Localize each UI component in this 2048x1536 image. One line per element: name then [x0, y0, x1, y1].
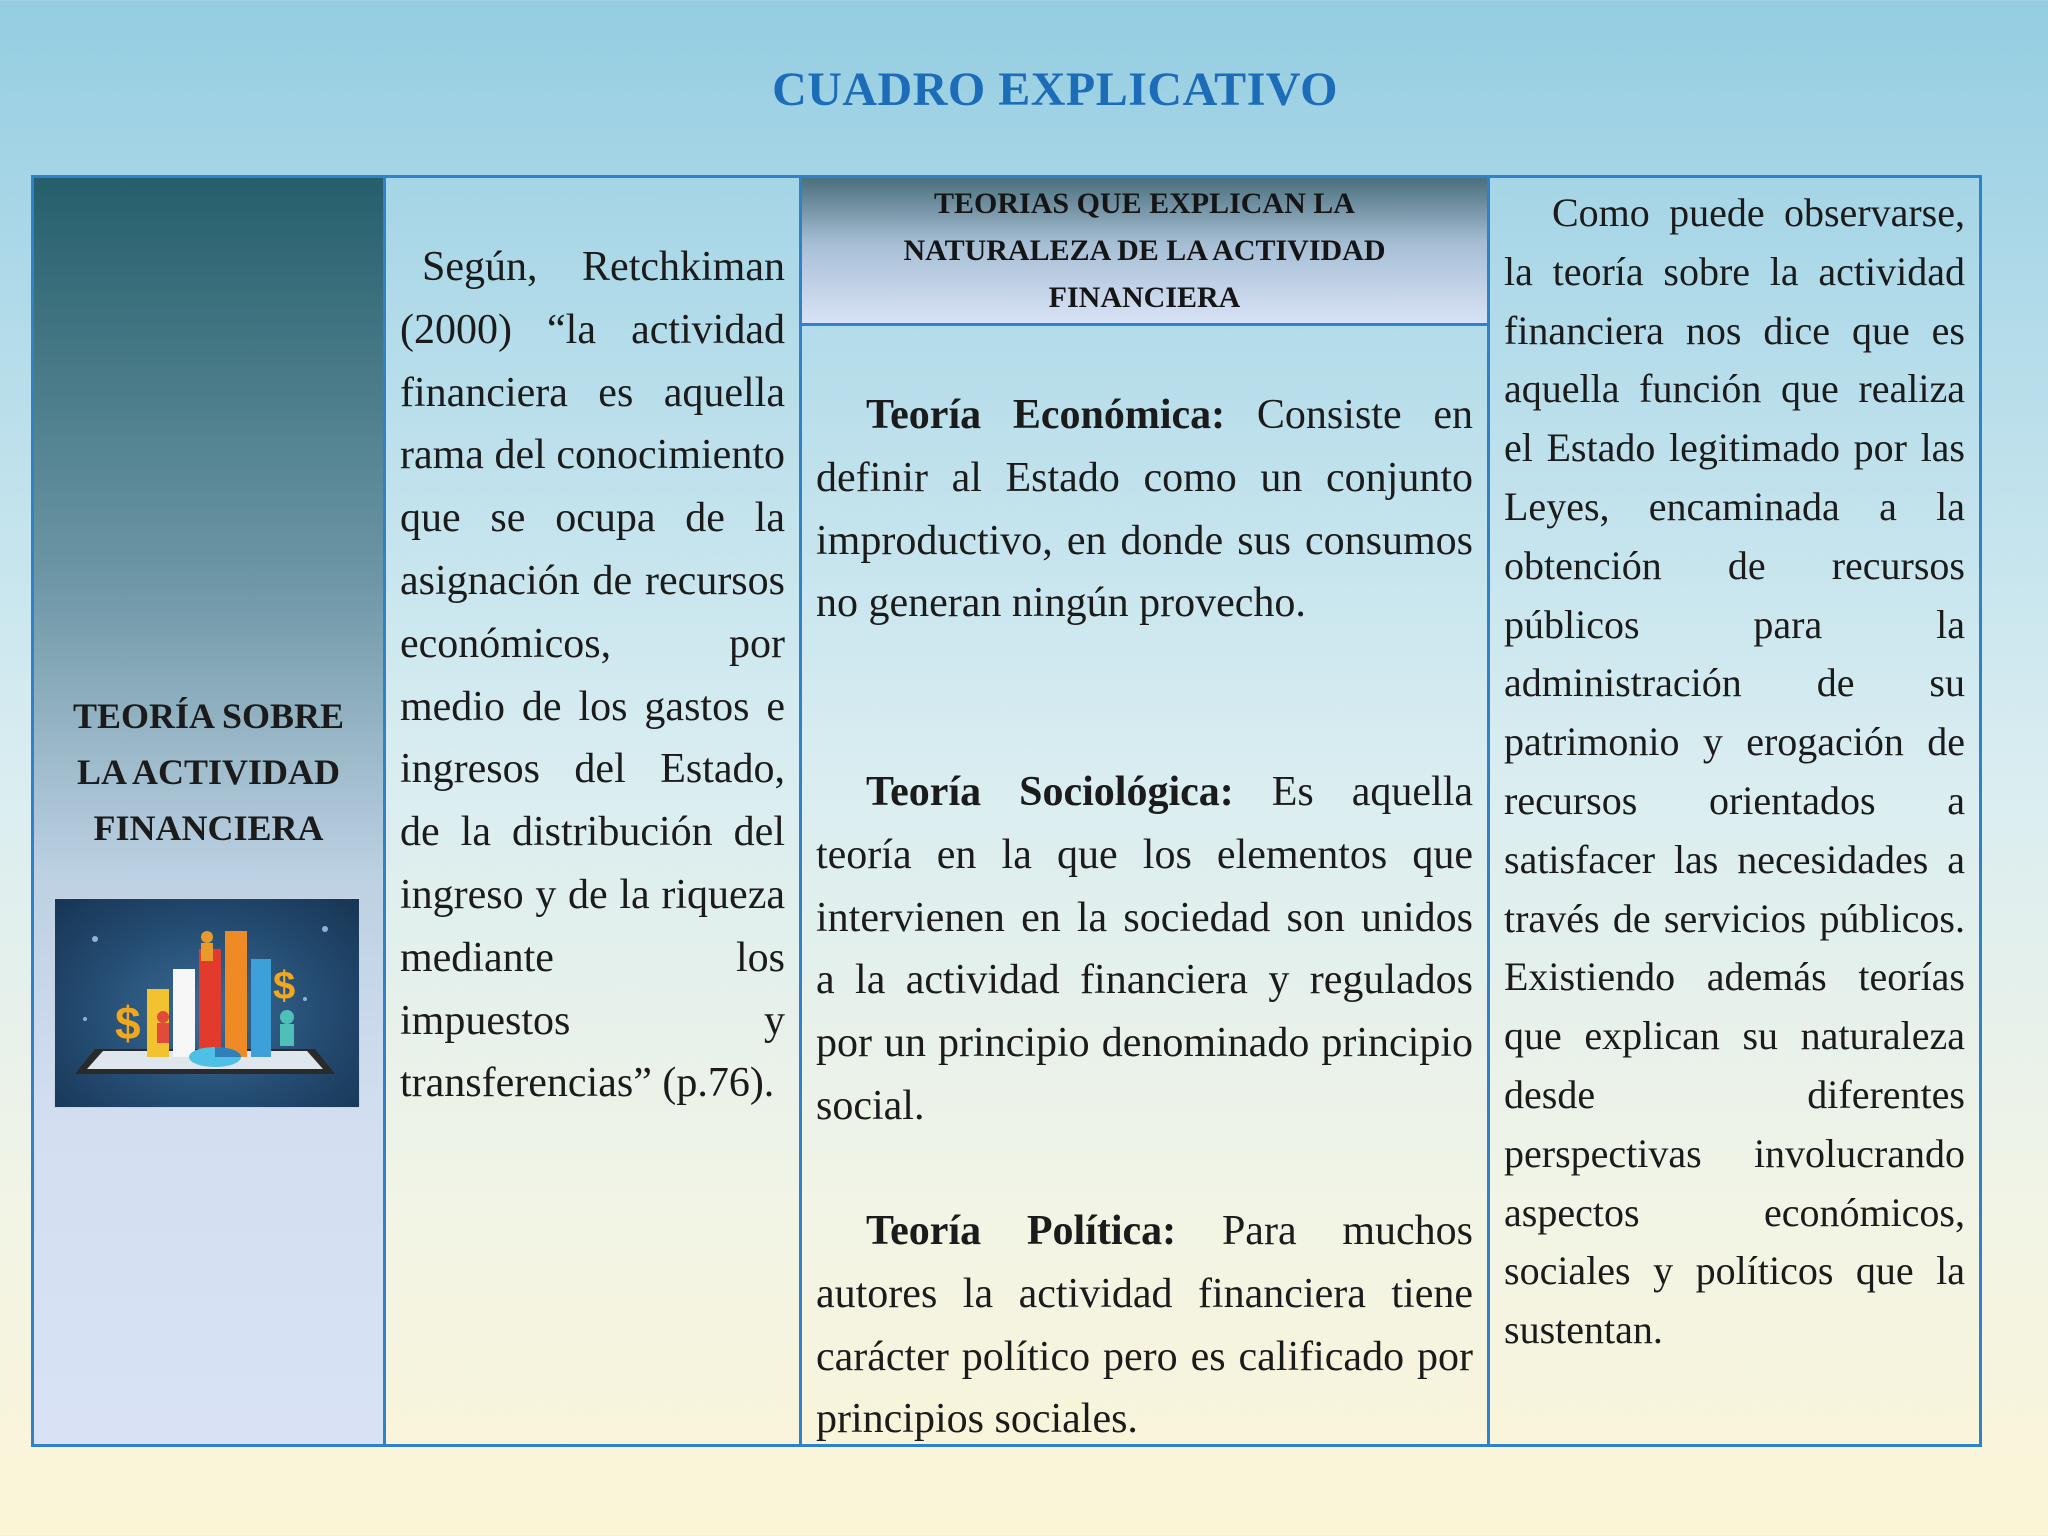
page-title: CUADRO EXPLICATIVO — [772, 63, 1338, 116]
topic-label-line: TEORÍA SOBRE — [72, 696, 345, 736]
theory-text: Consiste en definir al Estado como un conjunto improductivo, en donde sus consumos no generan ningún provecho. — [816, 392, 1473, 627]
theory-sociological — [816, 761, 1473, 1138]
theory-name: Teoría Sociológica: — [866, 769, 1234, 815]
theories-header — [802, 178, 1487, 326]
theory-political — [816, 1200, 1473, 1451]
theory-name: Teoría Política: — [866, 1208, 1177, 1254]
column-conclusion — [1490, 178, 1979, 1444]
column-theories — [802, 178, 1490, 1444]
theory-text: Es aquella teoría en la que los elementos que intervienen en la sociedad son unidos a la actividad financiera y regulados por un principio denominado principio social. — [816, 769, 1474, 1129]
topic-label — [42, 688, 375, 856]
theory-text: Para muchos autores la actividad financiera tiene carácter político pero es calificado por principios sociales. — [816, 1208, 1474, 1443]
definition-paragraph: Según, Retchkiman (2000) “la actividad financiera es aquella rama del conocimiento que se ocupa de la asignación de recursos económicos, por medio de los gastos e ingresos del Estado, de la distribución del ingreso y de la riqueza mediante los impuestos y transferencias” (p.76). — [400, 244, 785, 1107]
topic-label-line: LA ACTIVIDAD — [76, 752, 341, 792]
column-definition — [386, 178, 802, 1444]
theories-header-line: NATURALEZA DE LA ACTIVIDAD — [903, 234, 1386, 267]
theories-header-line: TEORIAS QUE EXPLICAN LA — [934, 187, 1355, 220]
theory-name: Teoría Económica: — [866, 392, 1226, 438]
column-topic — [34, 178, 386, 1444]
svg-text:$: $ — [273, 964, 296, 1008]
topic-label-line: FINANCIERA — [93, 808, 324, 848]
explanatory-table — [31, 175, 1982, 1447]
conclusion-paragraph: Como puede observarse, la teoría sobre la actividad financiera nos dice que es aquella función que realiza el Estado legitimado por las Leyes, encaminada a la obtención de recursos públicos para la administración de su patrimonio y erogación de recursos orientados a satisfacer las necesidades a través de servicios públicos. Existiendo además teorías que explican su naturaleza desde diferentes perspectivas involucrando aspectos económicos, sociales y políticos que la sustentan. — [1504, 190, 1965, 1353]
theories-header-line: FINANCIERA — [1048, 281, 1241, 314]
theory-economic — [816, 384, 1473, 635]
conclusion-text — [1504, 184, 1965, 1360]
definition-text — [400, 236, 785, 1115]
svg-text:$: $ — [115, 997, 141, 1049]
financial-growth-chart-icon — [54, 898, 360, 1108]
